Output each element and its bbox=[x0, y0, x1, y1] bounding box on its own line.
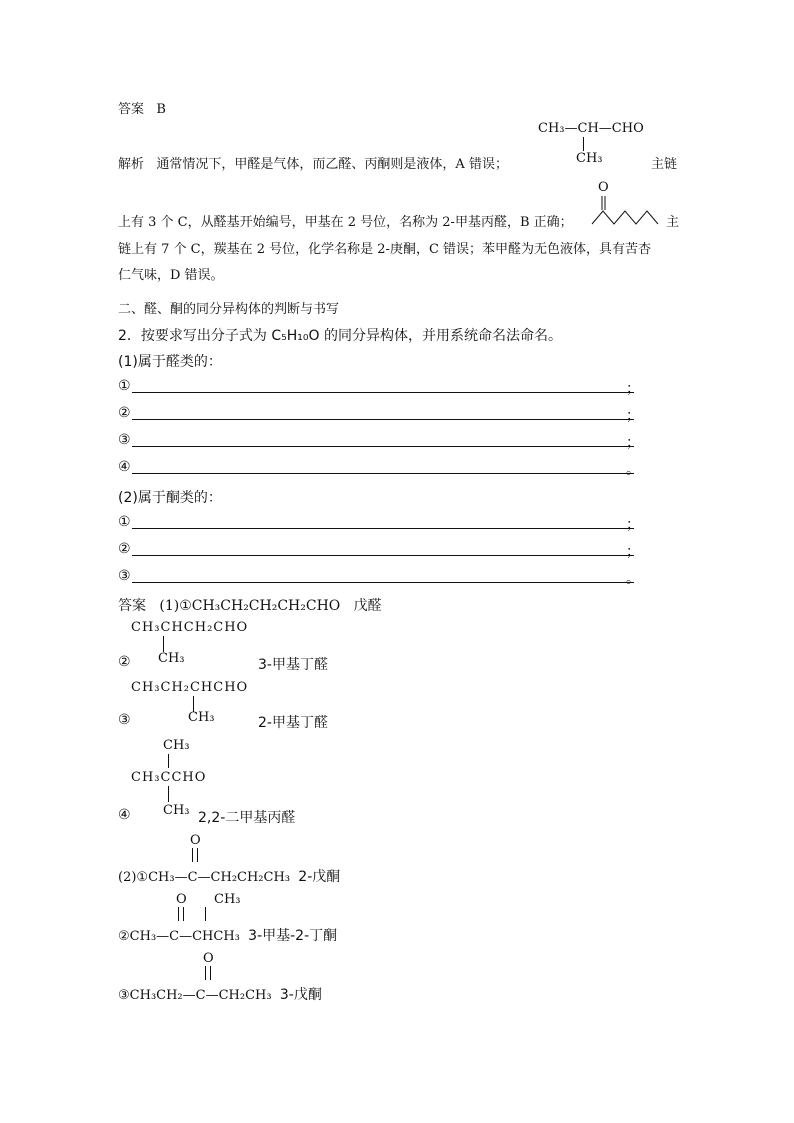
answer-line bbox=[118, 98, 166, 117]
k2-name: 3-甲基-2-丁酮 bbox=[248, 928, 338, 944]
section-heading: 二、醛、酮的同分异构体的判断与书写 bbox=[118, 302, 340, 317]
a4-main: CH₃CCHO bbox=[131, 770, 207, 785]
a1-formula: (1)①CH₃CH₂CH₂CH₂CHO bbox=[159, 598, 341, 614]
k1-right: —CH₂CH₂CH₃ bbox=[197, 870, 291, 885]
answer-label: 答案 bbox=[118, 102, 145, 117]
k3-right: —CH₂CH₃ bbox=[205, 988, 272, 1003]
question-text: 2．按要求写出分子式为 C₅H₁₀O 的同分异构体，并用系统命名法命名。 bbox=[118, 328, 562, 344]
skeletal-oxygen: O bbox=[598, 180, 609, 195]
k1-oxygen: O bbox=[190, 833, 201, 848]
k2-oxygen: O bbox=[176, 892, 187, 907]
blank-end: ； bbox=[626, 381, 640, 397]
blank-end: ； bbox=[626, 517, 640, 533]
k2-branch: CH₃ bbox=[214, 892, 241, 907]
k1-formula bbox=[118, 866, 340, 886]
analysis-line-1 bbox=[118, 155, 508, 175]
blank-line bbox=[132, 555, 634, 556]
k2-num: ② bbox=[118, 929, 130, 944]
k3-name: 3-戊酮 bbox=[279, 987, 322, 1003]
blank-end: ； bbox=[626, 435, 640, 451]
k2-right: —CHCH₃ bbox=[179, 929, 240, 944]
part1-label: (1)属于醛类的： bbox=[118, 354, 222, 370]
analysis-main-chain: 主链 bbox=[651, 157, 678, 172]
blank-end: ； bbox=[626, 408, 640, 424]
aldehyde-blank-4[interactable] bbox=[118, 459, 676, 478]
analysis-line-3: 链上有 7 个 C，羰基在 2 号位，化学名称是 2-庚酮，C 错误；苯甲醛为无色液体，具有苦杏 bbox=[118, 242, 652, 257]
blank-line bbox=[132, 473, 634, 474]
a4-name: 2,2-二甲基丙醛 bbox=[198, 810, 296, 826]
k3-oxygen: O bbox=[203, 951, 214, 966]
k3-double-bond bbox=[205, 966, 211, 980]
blank-number: ③ bbox=[118, 432, 131, 448]
k1-carbon: C bbox=[187, 870, 198, 885]
k3-carbon: C bbox=[195, 988, 206, 1003]
ketone-blank-2[interactable] bbox=[118, 541, 676, 560]
k1-left: CH₃— bbox=[148, 870, 188, 885]
ketone-blank-1[interactable] bbox=[118, 514, 676, 533]
blank-end: ； bbox=[626, 544, 640, 560]
analysis-label: 解析 bbox=[118, 157, 145, 172]
ketone-blank-3[interactable] bbox=[118, 568, 676, 587]
answer-value: B bbox=[156, 102, 166, 117]
isobutanal-branch: CH₃ bbox=[576, 151, 603, 166]
k2-double-bond bbox=[178, 907, 184, 921]
blank-line bbox=[132, 419, 634, 420]
a4-bond-bottom bbox=[168, 786, 169, 802]
k3-left: CH₃CH₂— bbox=[129, 988, 196, 1003]
analysis-line-2: 上有 3 个 C，从醛基开始编号，甲基在 2 号位，名称为 2-甲基丙醛，B 正确； bbox=[118, 215, 573, 230]
blank-line bbox=[132, 446, 634, 447]
k2-left: CH₃— bbox=[129, 929, 170, 944]
heptanone-skeletal-icon bbox=[588, 194, 664, 230]
a4-num: ④ bbox=[118, 807, 131, 823]
a3-num: ③ bbox=[118, 712, 131, 728]
blank-number: ③ bbox=[118, 568, 131, 584]
analysis-line-4: 仁气味，D 错误。 bbox=[118, 268, 224, 283]
a4-bond-top bbox=[168, 754, 169, 768]
a2-main: CH₃CHCH₂CHO bbox=[131, 620, 249, 635]
structure-bond bbox=[583, 137, 584, 151]
k2-carbon: C bbox=[169, 929, 180, 944]
aldehyde-blank-2[interactable] bbox=[118, 405, 676, 424]
isobutanal-structure: CH₃—CH—CHO bbox=[538, 121, 644, 136]
answers-label: 答案 bbox=[118, 598, 146, 614]
a2-name: 3-甲基丁醛 bbox=[258, 657, 328, 673]
blank-number: ① bbox=[118, 378, 131, 394]
blank-line bbox=[132, 392, 634, 393]
blank-number: ② bbox=[118, 405, 131, 421]
k1-name: 2-戊酮 bbox=[298, 869, 341, 885]
blank-number: ④ bbox=[118, 459, 131, 475]
blank-number: ① bbox=[118, 514, 131, 530]
k3-formula bbox=[118, 984, 322, 1004]
a4-top: CH₃ bbox=[163, 738, 190, 753]
aldehyde-blank-1[interactable] bbox=[118, 378, 676, 397]
k3-num: ③ bbox=[118, 988, 130, 1003]
a3-branch: CH₃ bbox=[188, 710, 215, 725]
blank-line bbox=[132, 528, 634, 529]
answer-a1 bbox=[118, 595, 382, 615]
a3-main: CH₃CH₂CHCHO bbox=[131, 680, 249, 695]
a3-name: 2-甲基丁醛 bbox=[258, 715, 328, 731]
a2-num: ② bbox=[118, 654, 131, 670]
k1-double-bond bbox=[192, 848, 198, 862]
k2-bond bbox=[205, 907, 206, 921]
blank-number: ② bbox=[118, 541, 131, 557]
blank-end: 。 bbox=[626, 462, 640, 478]
analysis-line-2-end: 主 bbox=[666, 215, 680, 230]
part2-label: (2)属于酮类的： bbox=[118, 490, 222, 506]
a2-branch: CH₃ bbox=[158, 651, 185, 666]
a1-name: 戊醛 bbox=[353, 598, 382, 614]
a2-bond bbox=[163, 636, 164, 652]
blank-end: 。 bbox=[626, 571, 640, 587]
blank-line bbox=[132, 582, 634, 583]
a4-bottom: CH₃ bbox=[163, 803, 190, 818]
k1-prefix: (2)① bbox=[118, 870, 149, 885]
aldehyde-blank-3[interactable] bbox=[118, 432, 676, 451]
analysis-text-1: 通常情况下，甲醛是气体，而乙醛、丙酮则是液体，A 错误； bbox=[156, 157, 508, 172]
k2-formula bbox=[118, 925, 337, 945]
